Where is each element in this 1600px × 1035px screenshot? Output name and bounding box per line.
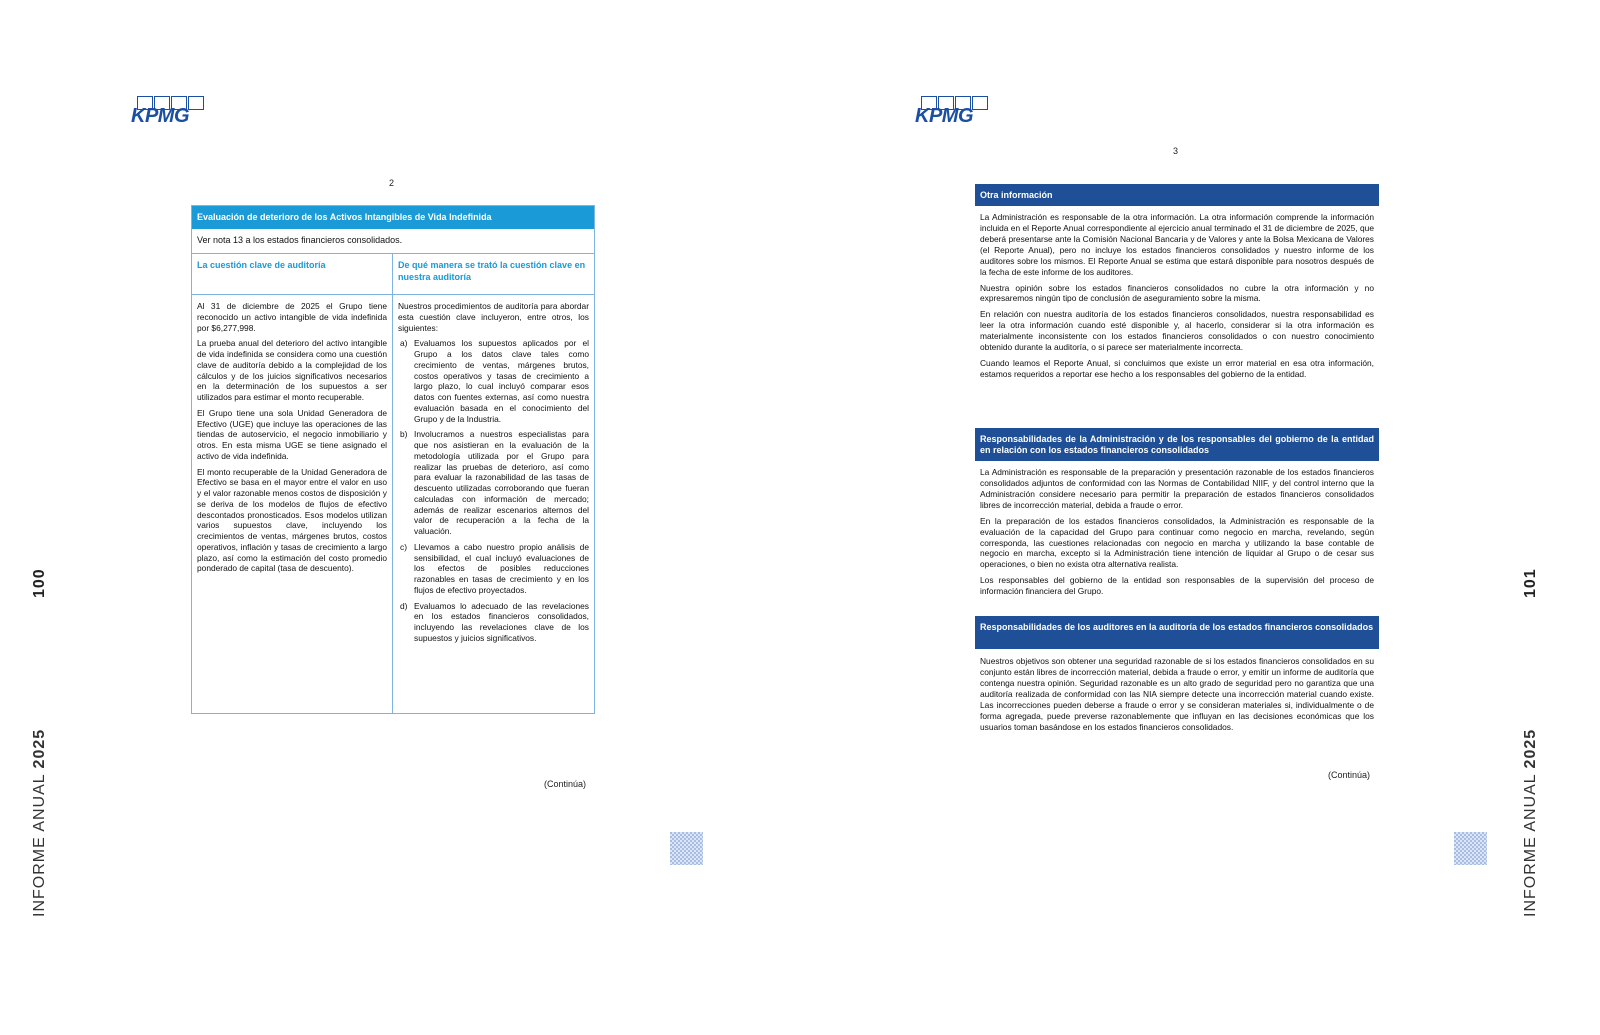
- section-header-responsabilidades-auditores: Responsabilidades de los auditores en la auditoría de los estados financieros consolidados: [975, 616, 1379, 649]
- list-item-text: Involucramos a nuestros especialistas para que nos asistieran en la evaluación de la metodología utilizada por el Grupo para realizar las pruebas de deterioro, así como para evaluar la razonabilidad de las tasas de descuento utilizadas corroborando que fueran calculadas con información de mercado; además de realizar escenarios alternos del valor de recuperación a la fecha de la valuación.: [414, 429, 589, 536]
- list-marker: a): [400, 338, 408, 349]
- section-body-otra-informacion: [980, 212, 1374, 385]
- paragraph: Nuestros objetivos son obtener una seguridad razonable de si los estados financieros consolidados en su conjunto están libres de incorrección material, debida a fraude o error, y emitir un informe de auditoría que contenga nuestra opinión. Seguridad razonable es un alto grado de seguridad pero no garantiza que una auditoría realizada de conformidad con las NIA siempre detecte una incorrección material cuando existe. Las incorrecciones pueden deberse a fraude o error y se consideran materiales si, individualmente o de forma agregada, puede preverse razonablemente que influyan en las decisiones económicas que los usuarios toman basándose en los estados financieros consolidados.: [980, 656, 1374, 732]
- page-number-left: 2: [389, 178, 395, 188]
- paragraph: La Administración es responsable de la preparación y presentación razonable de los estados financieros consolidados adjuntos de conformidad con las Normas de Contabilidad NIIF, y del control interno que la Administración considere necesario para permitir la preparación de estados financieros consolidados libres de incorrección material, debida a fraude o error.: [980, 467, 1374, 510]
- procedures-intro: Nuestros procedimientos de auditoría para abordar esta cuestión clave incluyeron, entre otros, los siguientes:: [398, 301, 589, 333]
- list-item: [398, 542, 589, 596]
- side-label-left: [31, 729, 49, 917]
- side-label-prefix: INFORME ANUAL: [1522, 768, 1539, 917]
- page-number-right: 3: [1173, 146, 1179, 156]
- paragraph: En la preparación de los estados financieros consolidados, la Administración es responsable de la evaluación de la capacidad del Grupo para continuar como negocio en marcha, revelando, según corresponda, las cuestiones relacionadas con negocio en marcha y utilizando la base contable de negocio en marcha, excepto si la Administración tiene intención de liquidar al Grupo o de cesar sus operaciones, o bien no exista otra alternativa realista.: [980, 515, 1374, 570]
- list-marker: b): [400, 429, 408, 440]
- key-matter-paragraph: La prueba anual del deterioro del activo intangible de vida indefinida se considera como una cuestión clave de auditoría debido a la complejidad de los cálculos y de los juicios significativos necesarios en la determinación de los supuestos a ser utilizados para estimar el monto recuperable.: [197, 338, 387, 402]
- list-item-text: Llevamos a cabo nuestro propio análisis de sensibilidad, el cual incluyó evaluaciones de los efectos de posibles reducciones razonables en tasas de crecimiento y en los flujos de efectivo proyectados.: [414, 541, 589, 595]
- paragraph: Los responsables del gobierno de la entidad son responsables de la supervisión del proceso de información financiera del Grupo.: [980, 575, 1374, 597]
- table-title: Evaluación de deterioro de los Activos Intangibles de Vida Indefinida: [192, 206, 594, 229]
- list-marker: c): [400, 541, 407, 552]
- list-marker: d): [400, 600, 408, 611]
- column-header-how-addressed: De qué manera se trató la cuestión clave en nuestra auditoría: [398, 260, 586, 282]
- list-item-text: Evaluamos lo adecuado de las revelaciones en los estados financieros consolidados, incluyendo las revelaciones clave de los supuestos y juicios significativos.: [414, 600, 589, 643]
- side-page-number-right: 101: [1522, 568, 1539, 598]
- continua-left: (Continúa): [544, 779, 587, 789]
- how-addressed-column: [393, 295, 594, 713]
- column-header-key-matter: La cuestión clave de auditoría: [192, 254, 393, 294]
- paragraph: Cuando leamos el Reporte Anual, si concluimos que existe un error material en esa otra información, estamos requeridos a reportar ese hecho a los responsables del gobierno de la entidad.: [980, 358, 1374, 379]
- side-page-number-left: 100: [31, 568, 48, 598]
- key-matter-paragraph: El monto recuperable de la Unidad Generadora de Efectivo se basa en el mayor entre el valor en uso y el valor razonable menos costos de disposición y se deriva de los modelos de flujos de efectivo descontados pronosticados. Esos modelos utilizan varios supuestos clave, incluyendo los crecimientos de ventas, márgenes brutos, costos operativos, inflación y tasas de crecimiento a largo plazo, así como la estimación del costo promedio ponderado de capital (tasa de descuento).: [197, 466, 387, 574]
- side-label-year: 2025: [1522, 728, 1539, 769]
- kpmg-logo-left: [131, 96, 207, 126]
- section-body-responsabilidades-administracion: [980, 467, 1374, 602]
- qr-code-icon: [1454, 832, 1487, 865]
- kpmg-logo-text: KPMG: [915, 105, 973, 127]
- table-body-row: [192, 295, 594, 713]
- paragraph: La Administración es responsable de la otra información. La otra información comprende la información incluida en el Reporte Anual correspondiente al ejercicio anual terminado el 31 de diciembre de 2025, que deberá presentarse ante la Comisión Nacional Bancaria y de Valores y ante la Bolsa Mexicana de Valores (el Reporte Anual), pero no incluye los estados financieros consolidados y nuestro informe de los auditores sobre los mismos. El Reporte Anual se estima que estará disponible para nosotros después de la fecha de este informe de los auditores.: [980, 212, 1374, 277]
- table-note: Ver nota 13 a los estados financieros consolidados.: [192, 229, 594, 254]
- section-body-responsabilidades-auditores: [980, 656, 1374, 737]
- key-matter-paragraph: El Grupo tiene una sola Unidad Generadora de Efectivo (UGE) que incluye las operaciones de las tiendas de autoservicio, el negocio inmobiliario y otros. En esta misma UGE se tiene asignado el activo de vida indefinida.: [197, 407, 387, 461]
- side-label-year: 2025: [31, 728, 48, 769]
- side-label-right: [1522, 729, 1540, 917]
- key-matter-column: [192, 295, 393, 713]
- list-item: [398, 429, 589, 537]
- kpmg-logo-text: KPMG: [131, 105, 189, 127]
- table-header-row: [192, 254, 594, 295]
- continua-right: (Continúa): [1328, 770, 1371, 780]
- side-label-prefix: INFORME ANUAL: [31, 768, 48, 917]
- key-matter-paragraph: Al 31 de diciembre de 2025 el Grupo tiene reconocido un activo intangible de vida indefinida por $6,277,998.: [197, 301, 387, 333]
- section-header-otra-informacion: Otra información: [975, 184, 1379, 206]
- paragraph: Nuestra opinión sobre los estados financieros consolidados no cubre la otra información y no expresaremos ningún tipo de conclusión de aseguramiento sobre la misma.: [980, 282, 1374, 304]
- list-item-text: Evaluamos los supuestos aplicados por el Grupo a los datos clave tales como crecimiento de ventas, márgenes brutos, costos operativos y tasas de crecimiento a largo plazo, lo cual incluyó comparar esos datos con fuentes externas, así como nuestra evaluación basada en el conocimiento del Grupo y de la Industria.: [414, 338, 589, 424]
- list-item: [398, 601, 589, 644]
- key-audit-matter-table: [191, 205, 595, 714]
- section-header-responsabilidades-administracion: Responsabilidades de la Administración y de los responsables del gobierno de la entidad en relación con los estados financieros consolidados: [975, 428, 1379, 461]
- procedures-list: [398, 338, 589, 643]
- list-item: [398, 338, 589, 424]
- qr-code-icon: [670, 832, 703, 865]
- kpmg-logo-right: [915, 96, 991, 126]
- paragraph: En relación con nuestra auditoría de los estados financieros consolidados, nuestra responsabilidad es leer la otra información cuando esté disponible y, al hacerlo, considerar si la otra información es materialmente inconsistente con los estados financieros consolidados o con nuestro conocimiento obtenido durante la auditoría, o si parece ser materialmente incorrecta.: [980, 309, 1374, 353]
